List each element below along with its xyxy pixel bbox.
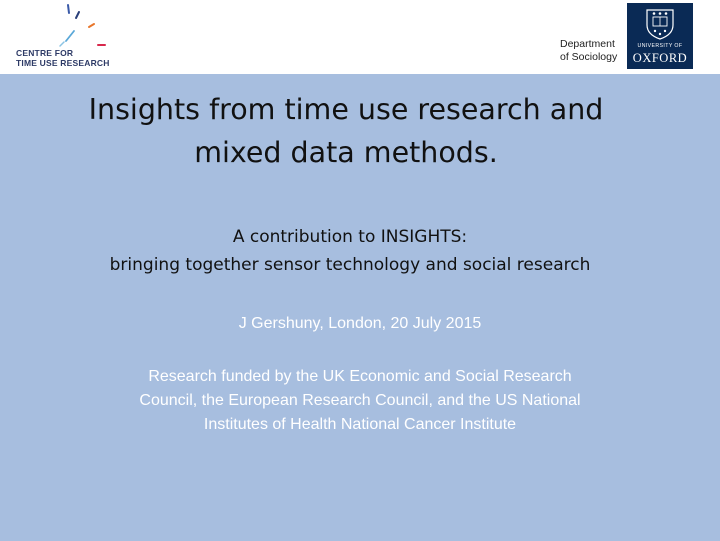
slide-title-line2: mixed data methods.	[194, 136, 498, 169]
slide-title-line1: Insights from time use research and	[88, 93, 604, 126]
funding-line3: Institutes of Health National Cancer Institute	[203, 416, 517, 433]
oxford-logo	[627, 3, 693, 69]
oxford-univ-label: UNIVERSITY OF	[637, 43, 683, 49]
header-bar	[0, 0, 720, 74]
department-line1: Department	[560, 38, 615, 50]
department-line2: of Sociology	[560, 51, 618, 63]
ctur-line1: CENTRE FOR	[16, 48, 74, 58]
oxford-crest-icon	[645, 8, 675, 40]
ctur-line2: TIME USE RESEARCH	[16, 58, 110, 68]
funding-line2: Council, the European Research Council, and the US National	[139, 392, 581, 409]
oxford-name-label: OXFORD	[632, 51, 688, 65]
slide-subtitle	[20, 223, 680, 279]
author-line: J Gershuny, London, 20 July 2015	[238, 315, 482, 332]
slide-title	[40, 88, 652, 174]
department-label	[560, 38, 617, 64]
slide-subtitle-line1: A contribution to INSIGHTS:	[232, 227, 468, 247]
ctur-logo-text	[16, 48, 110, 68]
funding-line1: Research funded by the UK Economic and Social Research	[148, 368, 572, 385]
slide-subtitle-line2: bringing together sensor technology and social research	[109, 255, 591, 275]
funding-statement	[30, 365, 690, 437]
